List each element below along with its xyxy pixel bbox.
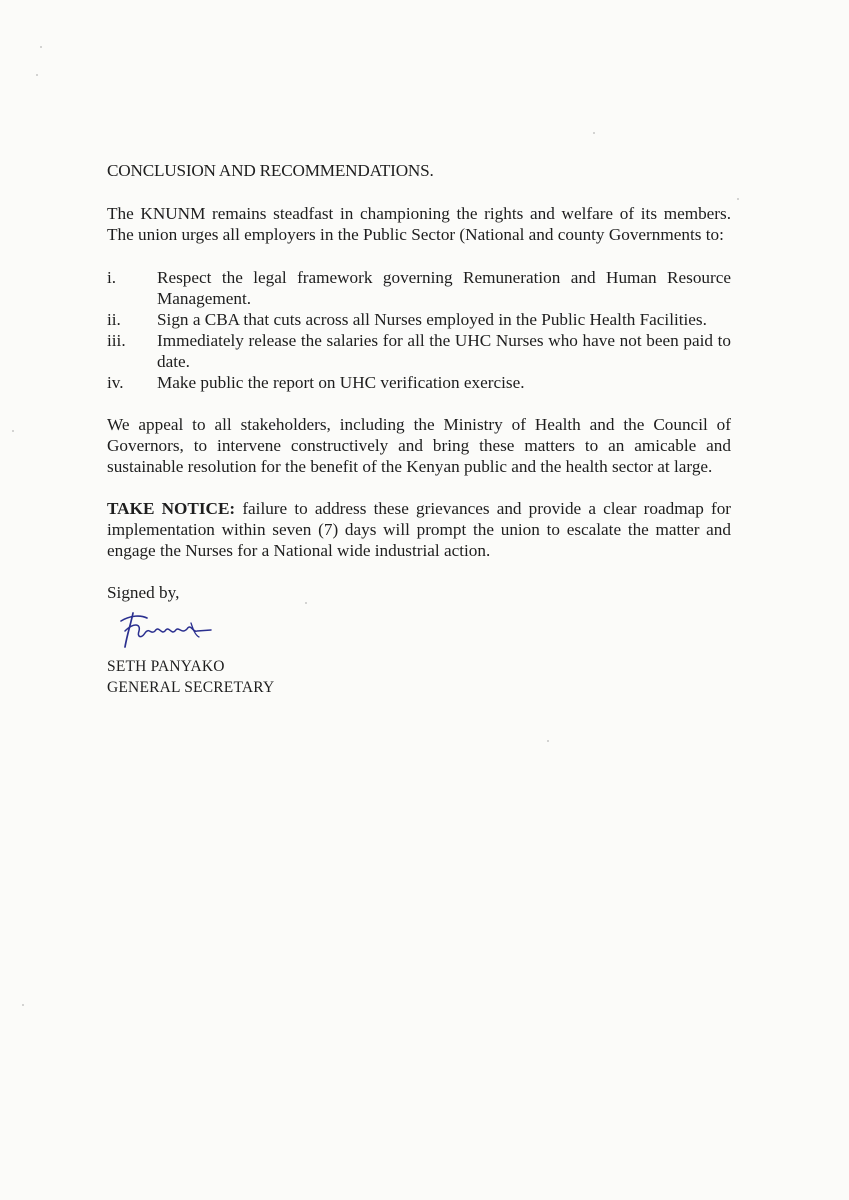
signed-by-label: Signed by, [107,583,180,602]
notice-paragraph [107,498,731,561]
notice-text: failure to address these grievances and provide a clear roadmap for implementation within seven (7) days will prompt the union to escalate the matter and engage the Nurses for a National wide industrial action. [107,499,732,560]
list-item-number: ii. [107,310,121,329]
document-body [107,160,731,698]
scan-speck [593,132,595,134]
scan-speck [36,74,38,76]
signatory-title: GENERAL SECRETARY [107,679,275,696]
section-heading: CONCLUSION AND RECOMMENDATIONS. [107,161,434,180]
notice-label: TAKE NOTICE: [107,499,236,518]
list-item [107,267,731,309]
list-item-text: Sign a CBA that cuts across all Nurses employed in the Public Health Facilities. [157,310,707,329]
appeal-paragraph: We appeal to all stakeholders, including the Ministry of Health and the Council of Governors, to intervene constructively and bring these matters to an amicable and sustainable resolution for the benefit of the Kenyan public and the health sector at large. [107,415,731,476]
list-item-text: Immediately release the salaries for all the UHC Nurses who have not been paid to date. [157,331,731,371]
intro-paragraph: The KNUNM remains steadfast in championing the rights and welfare of its members. The union urges all employers in the Public Sector (National and county Governments to: [107,204,731,244]
list-item-text: Respect the legal framework governing Remuneration and Human Resource Management. [157,268,731,308]
list-item [107,372,731,393]
handwritten-signature [111,609,221,651]
scan-speck [22,1004,24,1006]
signatory-name: SETH PANYAKO [107,658,225,675]
list-item-number: iv. [107,373,124,392]
list-item-text: Make public the report on UHC verification exercise. [157,373,525,392]
scan-speck [40,46,42,48]
list-item-number: i. [107,268,117,287]
list-item-number: iii. [107,331,126,350]
scan-speck [737,198,739,200]
list-item [107,309,731,330]
scan-speck [547,740,549,742]
recommendations-list [107,267,731,393]
scan-speck [12,430,14,432]
list-item [107,330,731,372]
